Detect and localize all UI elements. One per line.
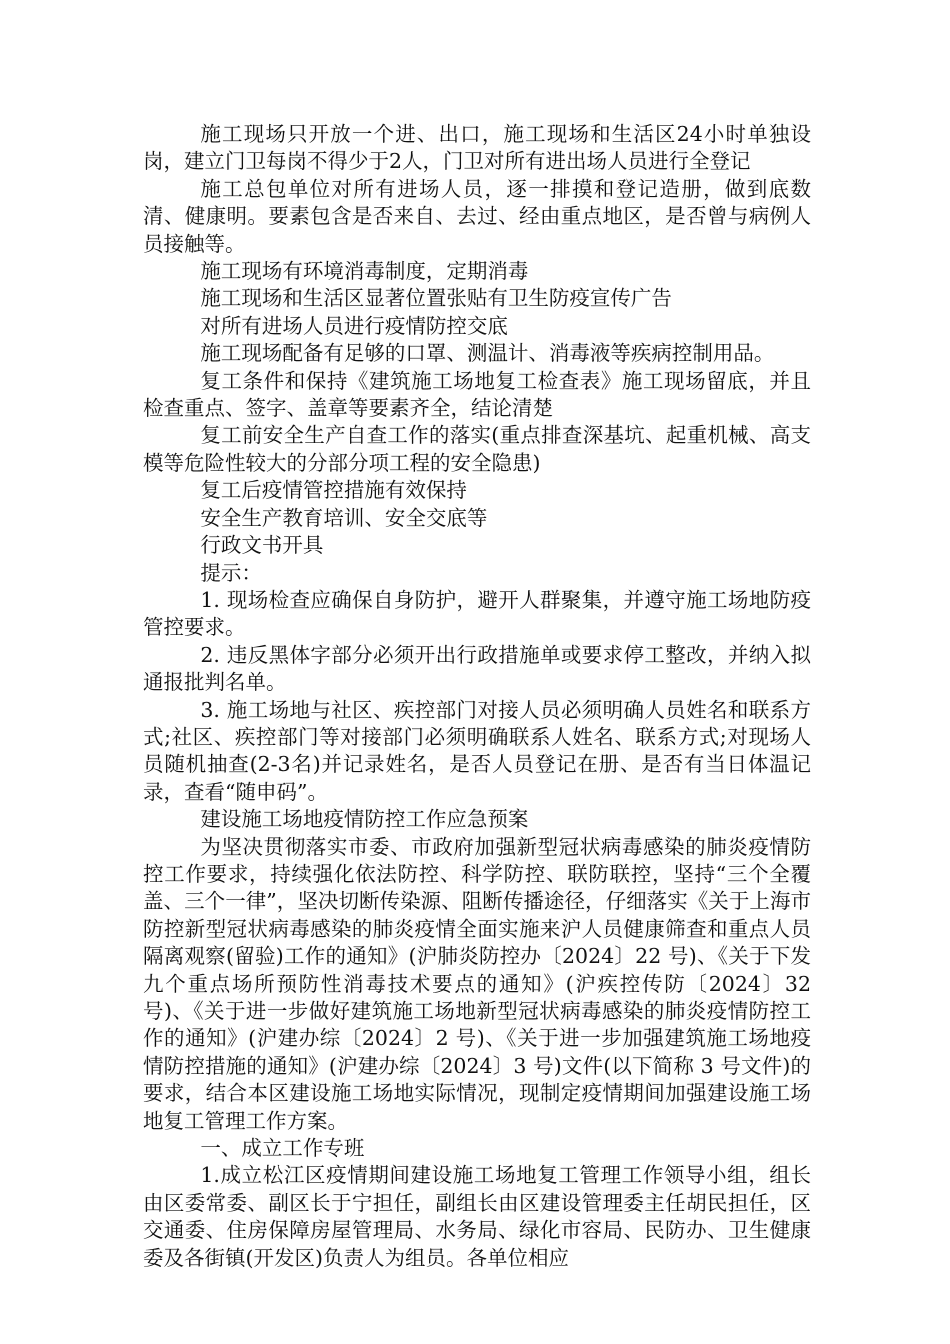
paragraph-leading-group: 1.成立松江区疫情期间建设施工场地复工管理工作领导小组，组长由区委常委、副区长于宁担任，副组长由区建设管理委主任胡民担任，区交通委、住房保障房屋管理局、水务局、绿化市容局、民防办、卫生健康委及各街镇(开发区)负责人为组员。各单位相应: [143, 1163, 811, 1270]
paragraph-posters: 施工现场和生活区显著位置张贴有卫生防疫宣传广告: [200, 286, 672, 311]
section-title-emergency-plan: 建设施工场地疫情防控工作应急预案: [200, 807, 529, 832]
paragraph-site-access: 施工现场只开放一个进、出口，施工现场和生活区24小时单独设岗，建立门卫每岗不得少于2人，门卫对所有进出场人员进行全登记: [143, 122, 811, 174]
paragraph-plan-intro: 为坚决贯彻落实市委、市政府加强新型冠状病毒感染的肺炎疫情防控工作要求，持续强化依法防控、科学防控、联防联控，坚持“三个全覆盖、三个一律”，坚决切断传染源、阻断传播途径，仔细落实《关于上海市防控新型冠状病毒感染的肺炎疫情全面实施来沪人员健康筛查和重点人员隔离观察(留验)工作的通知》(沪肺炎防控办〔2024〕22 号)、《关于下发九个重点场所预防性消毒技术要点的通知》(沪疾控传防〔2024〕32 号)、《关于进一步做好建筑施工场地新型冠状病毒感染的肺炎疫情防控工作的通知》(沪建办综〔2024〕2 号)、《关于进一步加强建筑施工场地疫情防控措施的通知》(沪建办综〔2024〕3 号)文件(以下简称 3 号文件)的要求，结合本区建设施工场地实际情况，现制定疫情期间加强建设施工场地复工管理工作方案。: [143, 834, 811, 1133]
paragraph-documents: 行政文书开具: [200, 533, 324, 558]
paragraph-tip-2: 2. 违反黑体字部分必须开出行政措施单或要求停工整改，并纳入拟通报批判名单。: [143, 642, 811, 695]
section-heading-task-force: 一、成立工作专班: [200, 1136, 365, 1161]
paragraph-personnel-registration: 施工总包单位对所有进场人员，逐一排摸和登记造册，做到底数清、健康明。要素包含是否来自、去过、经由重点地区，是否曾与病例人员接触等。: [143, 176, 811, 256]
paragraph-tip-1: 1. 现场检查应确保自身防护，避开人群聚集，并遵守施工场地防疫管控要求。: [143, 587, 811, 640]
paragraph-supplies: 施工现场配备有足够的口罩、测温计、消毒液等疾病控制用品。: [200, 341, 775, 366]
document-body: [143, 121, 811, 1272]
paragraph-briefing: 对所有进场人员进行疫情防控交底: [200, 313, 508, 338]
paragraph-post-resume: 复工后疫情管控措施有效保持: [200, 478, 467, 503]
paragraph-safety-selfcheck: 复工前安全生产自查工作的落实(重点排查深基坑、起重机械、高支模等危险性较大的分部分项工程的安全隐患): [143, 423, 811, 475]
paragraph-training: 安全生产教育培训、安全交底等: [200, 505, 488, 530]
paragraph-disinfection: 施工现场有环境消毒制度，定期消毒: [200, 259, 529, 284]
paragraph-tip-3: 3. 施工场地与社区、疾控部门对接人员必须明确人员姓名和联系方式;社区、疾控部门等对接部门必须明确联系人姓名、联系方式;对现场人员随机抽查(2-3名)并记录姓名，是否人员登记在册、是否有当日体温记录，查看“随申码”。: [143, 697, 811, 804]
paragraph-tips-label: 提示：: [200, 560, 262, 585]
paragraph-checklist: 复工条件和保持《建筑施工场地复工检查表》施工现场留底，并且检查重点、签字、盖章等要素齐全，结论清楚: [143, 368, 811, 421]
